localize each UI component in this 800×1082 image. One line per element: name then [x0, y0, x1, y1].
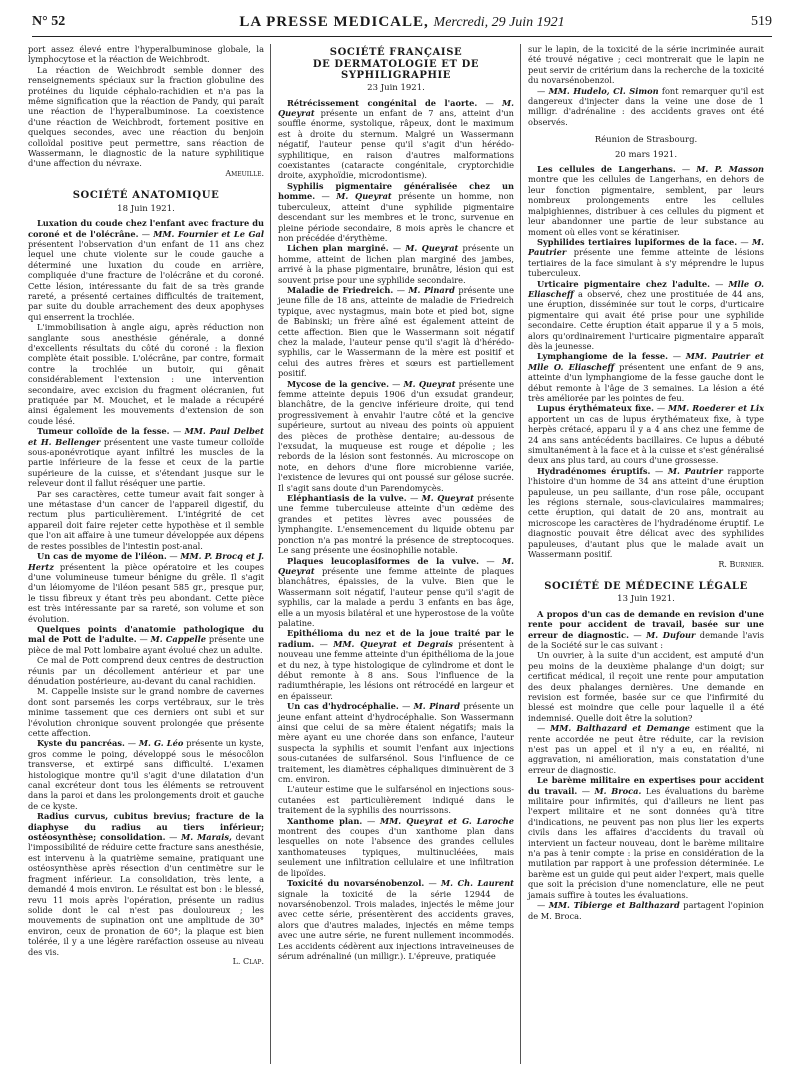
article: Un cas d'hydrocéphalie. — M. Pinard présente un jeune enfant atteint d'hydrocéphalie. Son Wassermann ainsi que celui de sa mère étaient négatifs; mais la mère ayant eu une chorée dans son enfance, l'auteur suspecta la syphilis et soumit l'enfant aux injections sous-cutanées de sulfarsénol. Sous l'influence de ce traitement, les diamètres céphaliques diminuèrent de 3 cm. environ. [278, 701, 514, 785]
signature: R. Burnier. [718, 559, 764, 569]
paragraph: port assez élevé entre l'hyperalbuminose globale, la lymphocytose et la réaction de Weichbrodt. [28, 44, 264, 65]
column-divider [270, 44, 271, 1064]
article: Luxation du coude chez l'enfant avec fracture du coroné et de l'olécrâne. — MM. Fournier et Le Gal présentent l'observation d'un enfant de 11 ans chez lequel une chute violente sur le coude gauche a déterminé une luxation du coude en arrière, compliquée d'une fracture de l'olécrâne et du coroné. Cette lésion, intéressante du fait de sa très grande rareté, a présenté certaines difficultés de traitement, par suite du double arrachement des deux apophyses qui enserrent la trochlée. [28, 218, 264, 322]
article: Un cas de myome de l'iléon. — MM. P. Brocq et J. Hertz présentent la pièce opératoire et les coupes d'une volumineuse tumeur bénigne du grêle. Il s'agit d'un léiomyome de l'iléon pesant 585 gr., presque pur, le tissu fibreux y étant très peu abondant. Cette pièce est très intéressante par sa rareté, son volume et son évolution. [28, 551, 264, 624]
article-list [278, 98, 514, 962]
paragraph: La réaction de Weichbrodt semble donner des renseignements spéciaux sur la fraction globuline des protéines du liquide céphalo-rachidien et n'a pas la même signification que la réaction de Pandy, qui paraît une réaction de l'hyperalbuminose. La coexistence d'une réaction de Weichbrodt, fortement positive en quelques secondes, avec une réaction du benjoin colloïdal positive peut permettre, sans réaction de Wassermann, le diagnostic de la nature syphilitique d'une affection du névraxe. [28, 64, 264, 169]
page-number: 519 [751, 14, 772, 29]
signature: Ameuille. [225, 168, 264, 178]
section-date: 23 Juin 1921. [367, 83, 425, 94]
paragraph: L'immobilisation à angle aigu, après réduction non sanglante sous anesthésie générale, a donné d'excellents résultats du côté du coroné : la flexion complète était possible. L'olécrâne, par contre, formait contre la trochlée un butoir, qui gênait considérablement l'extension : une intervention secondaire, avec excision du fragment olécranien, fut pratiquée par M. Mouchet, et le malade a récupéré ainsi également les mouvements d'extension de son coude lésé. [28, 322, 264, 426]
article: Xanthome plan. — MM. Queyrat et G. Laroche montrent des coupes d'un xanthome plan dans lesquelles on note l'absence des grandes cellules xanthomateuses typiques, multinucléées, mais seulement une infiltration cellulaire et une infiltration de lipoïdes. [278, 815, 514, 878]
section-title: SOCIÉTÉ DE MÉDECINE LÉGALE [544, 580, 748, 592]
article: Syphilis pigmentaire généralisée chez un homme. — M. Queyrat présente un homme, non tuberculeux, atteint d'une syphilide pigmentaire descendant sur les membres et le tronc, survenue en pleine période secondaire, 8 mois après le chancre et non précédée d'érythème. [278, 180, 514, 243]
article: L'auteur estime que le sulfarsénol en injections sous-cutanées est particulièrement indiqué dans le traitement de la syphilis des nourrissons. [278, 784, 514, 816]
issue-date: Mercredi, 29 Juin 1921 [433, 15, 565, 30]
article: Epithélioma du nez et de la joue traité par le radium. — MM. Queyrat et Degrais présentent à nouveau une femme atteinte d'un épithélioma de la joue et du nez, à type histologique de cylindrome et dont le début remonte à 8 ans. Sous l'influence de la radiumthérapie, les lésions ont rétrocédé en largeur et en épaisseur. [278, 628, 514, 701]
article: Mycose de la gencive. — M. Queyrat présente une femme atteinte depuis 1906 d'un exsudat grandeur, blanchâtre, de la gencive inférieure droite, qui tend progressivement à envahir l'autre côté et la gencive supérieure, surtout au niveau des points où appuient des pièces de prothèse dentaire; au-dessous de l'exsudat, la muqueuse est rouge et dépolie ; les rebords de la lésion sont festonnés. Au microscope on note, en dehors d'une flore microbienne variée, l'existence de levures qui ont poussé sur gélose sucrée. Il s'agit sans doute d'un Parendomycès. [278, 378, 515, 493]
journal-title [32, 14, 772, 31]
article: — MM. Balthazard et Demange estiment que la rente accordée ne peut être réduite, car la revision n'est pas un appel et il n'y a eu, en réalité, ni aggravation, ni amélioration, mais constatation d'une erreur de diagnostic. [528, 723, 764, 775]
article: Les cellules de Langerhans. — M. P. Masson montre que les cellules de Langerhans, en dehors de leur fonction pigmentaire, semblent, par leurs nombreux prolongements entre les cellules malpighiennes, distribuer à ces cellules du pigment et leur abandonner une partie de leur substance au moment où elles vont se kératiniser. [528, 164, 764, 237]
paragraph: Ce mal de Pott comprend deux centres de destruction réunis par un décollement antérieur et par une dénudation postérieure, au-devant du canal rachidien. [28, 655, 264, 686]
article: Lichen plan marginé. — M. Queyrat présente un homme, atteint de lichen plan marginé des jambes, arrivé à la phase pigmentaire, brunâtre, lésion qui est souvent prise pour une syphilide secondaire. [278, 243, 515, 285]
journal-name: LA PRESSE MEDICALE, [239, 14, 429, 30]
subsection-title: Réunion de Strasbourg. [594, 135, 698, 146]
article: Rétrécissement congénital de l'aorte. — M. Queyrat présente un enfant de 7 ans, atteint d'un souffle énorme, systolique, râpeux, dont le maximum est à droite du sternum. Malgré un Wassermann négatif, l'auteur pense qu'il s'agit d'un hérédo-syphilitique, en raison d'autres malformations coexistantes (cataracte congénitale, cryptorchidie droite, axyphoïdie, microdontisme). [278, 97, 514, 181]
article: Kyste du pancréas. — M. G. Léo présente un kyste, gros comme le poing, développé sous le mésocôlon transverse, et extirpé sans difficulté. L'examen histologique montre qu'il s'agit d'une dilatation d'un canal excréteur dont tous les éléments se retrouvent dans la paroi et dans les prolongements droit et gauche de ce kyste. [28, 738, 265, 811]
article-list [528, 164, 764, 559]
paragraph: sur le lapin, de la toxicité de la série incriminée aurait été trouvé négative ; ceci montrerait que le lapin ne peut servir de critérium dans la recherche de la toxicité du novarsénobenzol. [528, 44, 764, 86]
section-date: 18 Juin 1921. [117, 203, 175, 214]
page-header [32, 12, 772, 32]
article: Quelques points d'anatomie pathologique du mal de Pott de l'adulte. — M. Cappelle présente une pièce de mal Pott lombaire ayant évolué chez un adulte. [28, 623, 265, 655]
issue-number: N° 52 [32, 14, 66, 29]
article: Hydradénomes éruptifs. — M. Pautrier rapporte l'histoire d'un homme de 34 ans atteint d'une éruption papuleuse, un peu saillante, d'un rose pâle, occupant les régions sternale, sous-claviculaires mammaires; cette éruption, qui datait de 20 ans, montrait au microscope les caractères de l'hydradénome éruptif. Le diagnostic pouvait être délicat avec des syphilides papuleuses, d'autant plus que le malade avait un Wassermann positif. [528, 465, 765, 560]
section-title: SOCIÉTÉ FRANÇAISE [329, 47, 463, 58]
paragraph: Un ouvrier, à la suite d'un accident, est amputé d'un peu moins de la deuxième phalange d'un doigt; sur certificat médical, il reçoit une rente pour amputation des deux phalanges dernières. Une demande en revision est formée, basée sur ce que l'infirmité du blessé est moindre que celle pour laquelle il a été indemnisé. Quelle doit être la solution? [528, 650, 764, 723]
signature: L. Clap. [232, 956, 264, 966]
section-date: 20 mars 1921. [614, 149, 678, 160]
article: Plaques leucoplasiformes de la vulve. — M. Queyrat présente une femme atteinte de plaques blanchâtres, épaissies, de la vulve. Bien que le Wassermann soit négatif, l'auteur pense qu'il s'agit de syphilis, car la malade a perdu 3 enfants en bas âge, elle a un myosis bilatéral et une hyperostose de la voûte palatine. [278, 555, 514, 628]
section-title: SOCIÉTÉ ANATOMIQUE [72, 190, 220, 202]
section-subtitle: DE DERMATOLOGIE ET DE SYPHILIGRAPHIE [312, 59, 480, 81]
paragraph: Par ses caractères, cette tumeur avait fait songer à une métastase d'un cancer de l'appareil digestif, du rectum plus particulièrement. L'intégrité de cet appareil doit faire rejeter cette hypothèse et il semble que l'on ait affaire à une tumeur développée aux dépens de restes possibles de l'intestin post-anal. [28, 488, 264, 551]
article: — MM. Tibierge et Balthazard partagent l'opinion de M. Broca. [528, 900, 764, 921]
section-date: 13 Juin 1921. [617, 594, 675, 605]
article: Lupus érythémateux fixe. — MM. Roederer et Lix apportent un cas de lupus érythémateux fixe, à type herpès crétacé, apparu il y a 4 ans chez une femme de 24 ans sans antécédents bacillaires. Ce lupus a débuté simultanément à la face et à la cuisse et s'est généralisé deux ans plus tard, au cours d'une grossesse. [528, 403, 764, 466]
article: — MM. Hudelo, Cl. Simon font remarquer qu'il est dangereux d'injecter dans la veine une dose de 1 milligr. d'adrénaline : des accidents graves ont été observés. [528, 85, 764, 127]
article: Eléphantiasis de la vulve. — M. Queyrat présente une femme tuberculeuse atteinte d'un œdème des grandes et petites lèvres avec poussées de lymphangite. L'ensemencement du liquide obtenu par ponction n'a pas montré la présence de streptocoques. Le sang présente une éosinophilie notable. [278, 493, 515, 556]
paragraph: M. Cappelle insiste sur le grand nombre de cavernes dont sont parsemés les corps vertébraux, sur le très minime tassement que ces derniers ont subi et sur l'évolution chronique souvent prolongée que présente cette affection. [28, 686, 264, 738]
column-3 [528, 44, 764, 921]
column-divider [520, 44, 521, 1064]
article: Le barème militaire en expertises pour accident du travail. — M. Broca. Les évaluations du barème militaire pour infirmités, qui d'ailleurs ne lient pas l'expert militaire et ne sont données qu'à titre d'indications, ne peuvent pas non plus lier les experts civils dans les affaires d'accidents du travail où intervient un facteur nouveau, dont le barème militaire n'a pas à tenir compte : la prise en considération de la mutilation par rapport à une profession déterminée. Le barème est un guide qui peut aider l'expert, mais quelle que soit la précision d'une nomenclature, elle ne peut jamais suffire à toutes les évaluations. [528, 775, 765, 900]
column-1 [28, 44, 264, 967]
article: Toxicité du novarsénobenzol. — M. Ch. Laurent signale la toxicité de la série 12944 de novarsénobenzol. Trois malades, injectés le même jour avec cette série, présentèrent des accidents graves, alors que d'autres malades, injectés en même temps avec une autre série, ne furent nullement incommodés. Les accidents cédèrent aux injections intraveineuses de sérum adrénaliné (un milligr.). L'épreuve, pratiquée [278, 878, 514, 961]
column-2 [278, 44, 514, 961]
article: Syphilides tertiaires lupiformes de la face. — M. Pautrier présente une femme atteinte de lésions tertiaires de la face simulant à s'y méprendre le lupus tuberculeux. [528, 236, 764, 279]
article: Maladie de Friedreich. — M. Pinard présente une jeune fille de 18 ans, atteinte de maladie de Friedreich typique, avec nystagmus, main bote et pied bot, signe de Babinski; un frère aîné est également atteint de cette affection. Bien que le Wassermann soit négatif chez la malade, l'auteur pense qu'il s'agit là d'hérédo-syphilis, car le Wassermann de la mère est positif et celui des autres frères et sœurs est partiellement positif. [278, 284, 514, 379]
article: Urticaire pigmentaire chez l'adulte. — Mlle O. Eliascheff a observé, chez une prostituée de 44 ans, une éruption, disséminée sur tout le corps, d'urticaire pigmentaire qui avait été prise pour une syphilide secondaire. Cette éruption était apparue il y a 5 mois, alors qu'ordinairement l'urticaire pigmentaire apparaît dès la jeunesse. [528, 278, 764, 351]
article: Radius curvus, cubitus brevius; fracture de la diaphyse du radius au tiers inférieur; ostéosynthèse; consolidation. — M. Marais, devant l'impossibilité de réduire cette fracture sans anesthésie, est intervenu à la quatrième semaine, pratiquant une ostéosynthèse après résection d'un centimètre sur le fragment inférieur. La consolidation, très lente, a demandé 4 mois environ. Le résultat est bon : le blessé, revu 11 mois après l'opération, présente un radius solide dont le cal n'est pas douloureux ; les mouvements de supination ont une amplitude de 30° environ, ceux de pronation de 60°; la plaque est bien tolérée, il y a une légère raréfaction osseuse au niveau des vis. [28, 811, 265, 957]
article: Lymphangiome de la fesse. — MM. Pautrier et Mlle O. Eliascheff présentent une enfant de 9 ans, atteinte d'un lymphangiome de la fesse gauche dont le début remonte à l'âge de 3 semaines. La lésion a été très améliorée par les pointes de feu. [528, 351, 764, 403]
article: A propos d'un cas de demande en revision d'une rente pour accident de travail, basée sur une erreur de diagnostic. — M. Dufour demande l'avis de la Société sur le cas suivant : [528, 608, 764, 650]
article: Tumeur colloïde de la fesse. — MM. Paul Delbet et H. Bellenger présentent une vaste tumeur colloïde sous-aponévrotique ayant infiltré les muscles de la partie inférieure de la fesse et ceux de la partie supérieure de la cuisse, et s'étendant jusque sur le releveur dont il fallut réséquer une partie. [28, 426, 264, 489]
header-rule [32, 36, 772, 37]
